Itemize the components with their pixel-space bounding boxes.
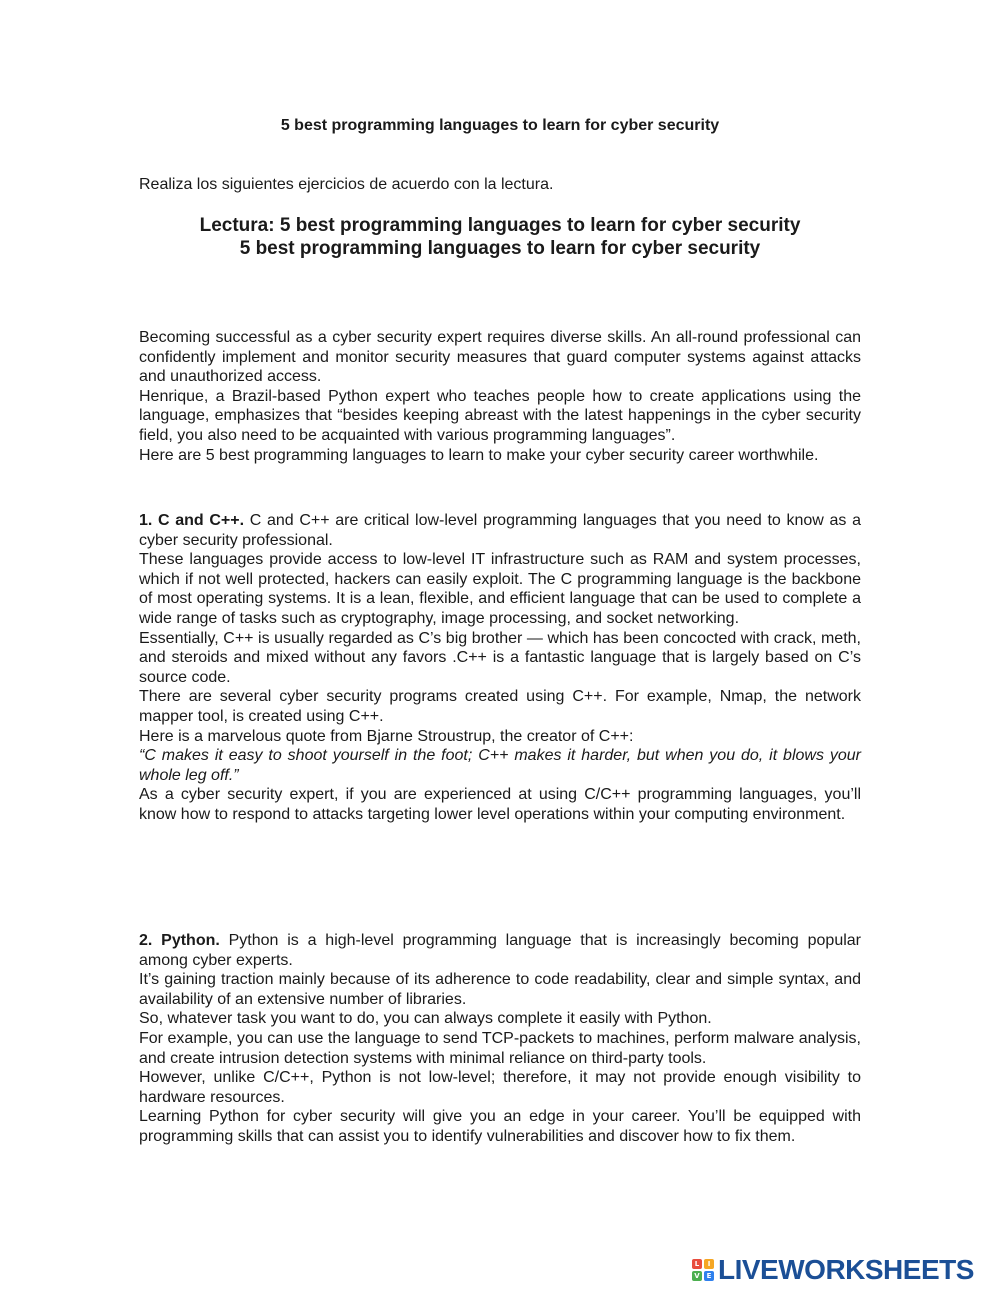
- logo-mark-cell: V: [692, 1271, 702, 1281]
- section-python-paragraph: For example, you can use the language to send TCP-packets to machines, perform malware analysis, and create intrusion detection systems with minimal reliance on third-party tools.: [139, 1029, 861, 1067]
- section-c-closing: As a cyber security expert, if you are experienced at using C/C++ programming languages, you’ll know how to respond to attacks targeting lower level operations within your computing environment.: [139, 786, 861, 823]
- section-c-lead-paragraph: [139, 511, 861, 550]
- instruction-text: Realiza los siguientes ejercicios de acuerdo con la lectura.: [139, 176, 554, 193]
- reading-heading-line-1: Lectura: 5 best programming languages to learn for cyber security: [199, 215, 801, 236]
- section-c-lead: C and C++ are critical low-level programming languages that you need to know as a cyber security professional.: [139, 512, 861, 549]
- intro-paragraph: Becoming successful as a cyber security expert requires diverse skills. An all-round professional can confidently implement and monitor security measures that guard computer systems against attacks and unauthorized access.: [139, 329, 861, 386]
- section-python-paragraph: Learning Python for cyber security will give you an edge in your career. You’ll be equipped with programming skills that can assist you to identify vulnerabilities and discover how to fix them.: [139, 1108, 861, 1145]
- section-python-paragraph: So, whatever task you want to do, you can always complete it easily with Python.: [139, 1010, 712, 1028]
- section-c-paragraph: Here is a marvelous quote from Bjarne Stroustrup, the creator of C++:: [139, 727, 634, 745]
- section-python-label: 2. Python.: [139, 932, 220, 949]
- liveworksheets-logo[interactable]: [692, 1254, 974, 1286]
- section-python-paragraph: It’s gaining traction mainly because of its adherence to code readability, clear and simple syntax, and availability of an extensive number of libraries.: [139, 971, 861, 1008]
- section-c-label: 1. C and C++.: [139, 512, 245, 529]
- section-c-cpp: [139, 511, 861, 825]
- logo-mark-cell: I: [704, 1259, 714, 1269]
- intro-paragraph: Here are 5 best programming languages to learn to make your cyber security career worthwhile.: [139, 446, 819, 464]
- section-c-paragraph: Essentially, C++ is usually regarded as C’s big brother — which has been concocted with crack, meth, and steroids and mixed without any favors .C++ is a fantastic language that is largely based on C’s source code.: [139, 629, 861, 686]
- liveworksheets-logo-text: LIVEWORKSHEETS: [718, 1254, 974, 1285]
- reading-heading-line-2: 5 best programming languages to learn for cyber security: [239, 238, 761, 259]
- section-python: [139, 931, 861, 1147]
- section-c-paragraph: These languages provide access to low-level IT infrastructure such as RAM and system processes, which if not well protected, hackers can easily exploit. The C programming language is the backbone of most operating systems. It is a lean, flexible, and efficient language that can be used to complete a wide range of tasks such as cryptography, image processing, and socket networking.: [139, 551, 861, 627]
- section-python-lead: Python is a high-level programming language that is increasingly becoming popular among cyber experts.: [139, 932, 861, 969]
- stroustrup-quote: “C makes it easy to shoot yourself in the foot; C++ makes it harder, but when you do, it blows your whole leg off.”: [139, 747, 861, 784]
- logo-mark-cell: E: [704, 1271, 714, 1281]
- liveworksheets-logo-mark-icon: [692, 1259, 714, 1281]
- section-python-paragraph: However, unlike C/C++, Python is not low-level; therefore, it may not provide enough visibility to hardware resources.: [139, 1069, 861, 1106]
- intro-paragraph: Henrique, a Brazil-based Python expert who teaches people how to create applications using the language, emphasizes that “besides keeping abreast with the latest happenings in the cyber security field, you also need to be acquainted with various programming languages”.: [139, 387, 861, 444]
- reading-heading: [0, 214, 1000, 260]
- logo-mark-cell: L: [692, 1259, 702, 1269]
- section-c-paragraph: There are several cyber security programs created using C++. For example, Nmap, the network mapper tool, is created using C++.: [139, 688, 861, 725]
- intro-section: [139, 328, 861, 465]
- document-title: 5 best programming languages to learn for cyber security: [280, 117, 720, 134]
- section-python-lead-paragraph: [139, 931, 861, 970]
